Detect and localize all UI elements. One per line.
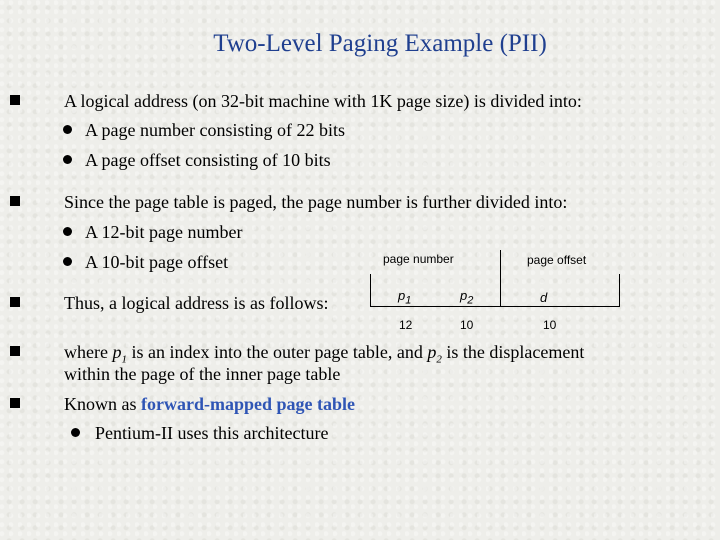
square-bullet-icon — [10, 95, 20, 105]
page-offset-label: page offset — [527, 253, 587, 267]
bits-p2: 10 — [460, 318, 474, 332]
left-border — [370, 274, 371, 307]
bullet-text: A page offset consisting of 10 bits — [85, 150, 331, 170]
bullet-text: Thus, a logical address is as follows: — [64, 293, 329, 313]
bullet-text: Pentium-II uses this architecture — [95, 423, 329, 443]
divider-line — [500, 250, 501, 307]
bullet-text: within the page of the inner page table — [64, 364, 341, 384]
address-format-diagram — [370, 250, 630, 340]
bullet-text: A 12-bit page number — [85, 222, 243, 242]
bits-d: 10 — [543, 318, 557, 332]
slide-title: Two-Level Paging Example (PII) — [213, 30, 547, 57]
bullet-text: A page number consisting of 22 bits — [85, 120, 345, 140]
square-bullet-icon — [10, 297, 20, 307]
round-bullet-icon — [63, 227, 72, 236]
segment-d: d — [540, 290, 548, 305]
bullet-text: Since the page table is paged, the page number is further divided into: — [64, 192, 568, 212]
page-number-label: page number — [383, 252, 454, 266]
bits-p1: 12 — [399, 318, 413, 332]
keyword-forward-mapped: forward-mapped page table — [141, 394, 355, 414]
segment-p2: $p_2$ — [460, 288, 474, 307]
round-bullet-icon — [63, 125, 72, 134]
bullet-text: Known as forward-mapped page table — [64, 394, 355, 414]
round-bullet-icon — [63, 257, 72, 266]
segment-p1: $p_1$ — [398, 288, 412, 307]
square-bullet-icon — [10, 398, 20, 408]
square-bullet-icon — [10, 346, 20, 356]
square-bullet-icon — [10, 196, 20, 206]
round-bullet-icon — [71, 428, 80, 437]
bullet-text: A 10-bit page offset — [85, 252, 229, 272]
bullet-text: where $p_1$ is an index into the outer page table, and $p_2$ is the displacement — [64, 342, 585, 366]
bullet-text: A logical address (on 32-bit machine with 1K page size) is divided into: — [64, 91, 582, 111]
round-bullet-icon — [63, 155, 72, 164]
right-border — [619, 274, 620, 307]
